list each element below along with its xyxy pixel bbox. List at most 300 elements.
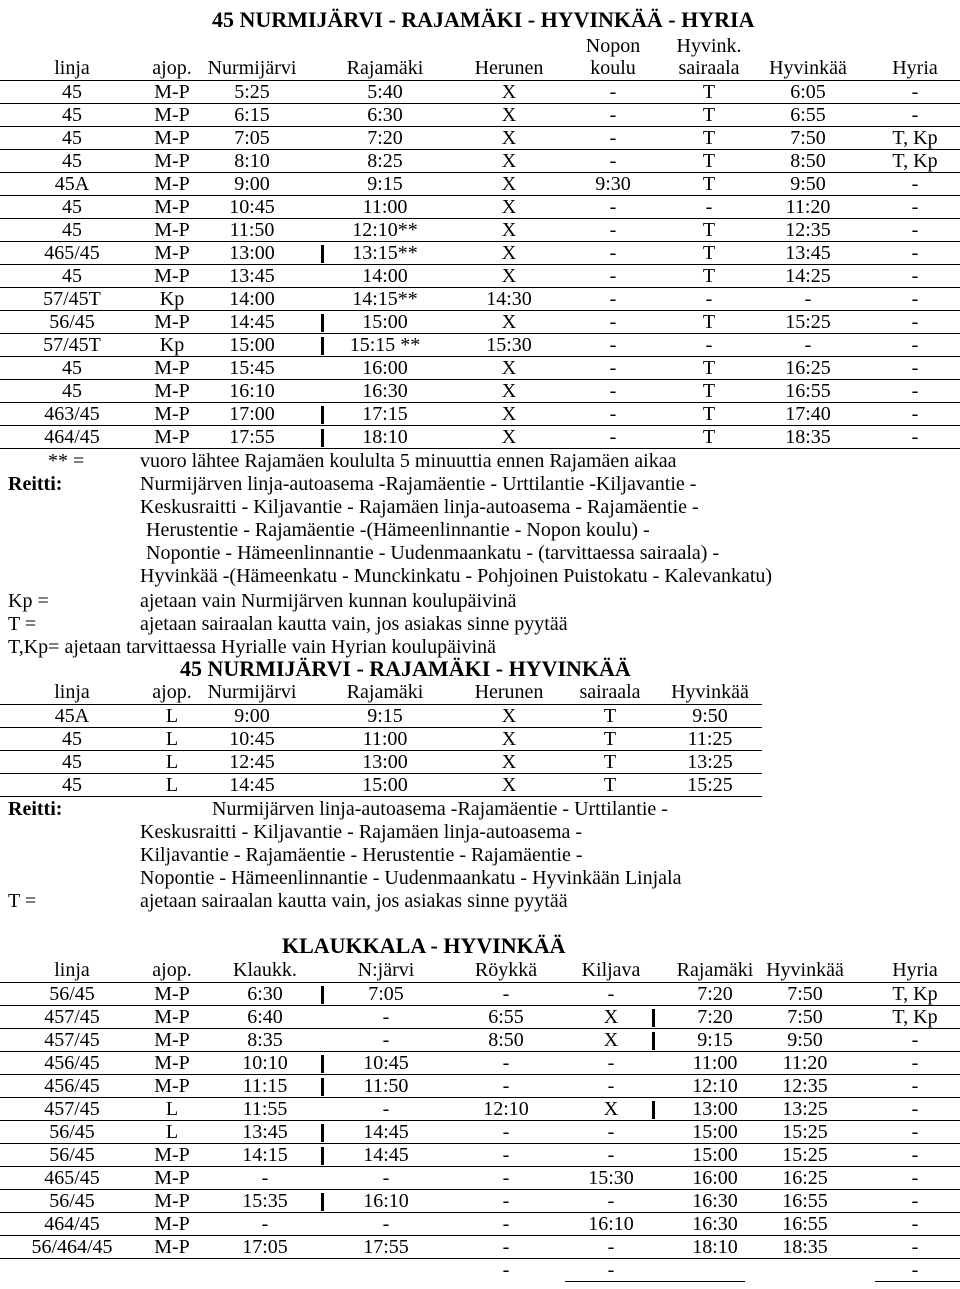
table-cell: X	[501, 173, 517, 195]
table-cell: -	[382, 1167, 390, 1189]
table-cell: 457/45	[44, 1098, 100, 1120]
table-cell: X	[501, 104, 517, 126]
table-cell: -	[609, 150, 617, 172]
table-cell: 9:15	[697, 1029, 733, 1051]
table-cell: -	[911, 1075, 919, 1097]
table-cell: X	[501, 242, 517, 264]
table-row	[0, 311, 960, 334]
table-cell: 45	[62, 380, 82, 402]
table-cell: 45	[62, 219, 82, 241]
table-cell: 14:15**	[352, 288, 418, 310]
table-cell: 12:10	[483, 1098, 529, 1120]
column-header: linja	[54, 681, 90, 703]
table-cell: T	[702, 242, 716, 264]
table-cell: T, Kp	[892, 983, 938, 1005]
table-cell: 11:00	[692, 1052, 738, 1074]
table-cell: T	[603, 774, 617, 796]
column-header: linja	[54, 57, 90, 79]
table-cell: L	[165, 1121, 179, 1143]
table-cell: L	[165, 774, 179, 796]
table-cell: 17:55	[363, 1236, 409, 1258]
table-cell: 9:50	[790, 173, 826, 195]
column-separator	[321, 986, 324, 1004]
column-header: Hyvinkää	[671, 681, 749, 703]
route-line: Keskusraitti - Kiljavantie - Rajamäen linja-autoasema -	[140, 821, 583, 843]
table-row	[0, 1167, 960, 1190]
table-cell: 465/45	[44, 1167, 100, 1189]
table-cell: 15:00	[692, 1121, 738, 1143]
table-cell: M-P	[154, 357, 190, 379]
table-cell: -	[607, 1052, 615, 1074]
table-cell: X	[501, 265, 517, 287]
table-cell: T	[603, 728, 617, 750]
stars-note-text: vuoro lähtee Rajamäen koululta 5 minuuttia ennen Rajamäen aikaa	[140, 450, 677, 472]
t-note-label: T =	[8, 890, 37, 912]
table-cell: T	[702, 127, 716, 149]
table-cell: 9:30	[595, 173, 631, 195]
table-cell: -	[911, 426, 919, 448]
table-cell: -	[705, 288, 713, 310]
table-cell: 16:30	[362, 380, 408, 402]
table-row	[0, 1075, 960, 1098]
column-header: Kiljava	[581, 959, 641, 981]
table-cell: 465/45	[44, 242, 100, 264]
table-cell: -	[609, 311, 617, 333]
table-cell: 456/45	[44, 1052, 100, 1074]
table-cell: 8:10	[234, 150, 270, 172]
table-row	[0, 1144, 960, 1167]
table-cell: 56/45	[49, 1121, 95, 1143]
table-cell: 16:00	[362, 357, 408, 379]
table-cell: 13:45	[229, 265, 275, 287]
table-cell: T	[702, 311, 716, 333]
table-cell: 16:55	[782, 1213, 828, 1235]
table-row	[0, 242, 960, 265]
table-cell: 18:35	[782, 1236, 828, 1258]
table-cell: 8:50	[488, 1029, 524, 1051]
table-cell: 11:15	[242, 1075, 288, 1097]
table-cell: X	[501, 380, 517, 402]
table-cell: X	[501, 127, 517, 149]
column-separator	[321, 1124, 324, 1142]
table-cell: X	[501, 705, 517, 727]
table-cell: M-P	[154, 150, 190, 172]
table-cell: -	[502, 1236, 510, 1258]
table-cell: T	[702, 104, 716, 126]
column-header: Rajamäki	[676, 959, 754, 981]
route-line: Kiljavantie - Rajamäentie - Herustentie - Rajamäentie -	[140, 844, 583, 866]
table-1-title: 45 NURMIJÄRVI - RAJAMÄKI - HYVINKÄÄ - HYRIA	[212, 7, 755, 32]
route-line: Herustentie - Rajamäentie -(Hämeenlinnantie - Nopon koulu) -	[146, 519, 650, 541]
table-cell: 17:00	[229, 403, 275, 425]
table-cell: 16:25	[785, 357, 831, 379]
table-cell: 7:20	[367, 127, 403, 149]
column-header: Nopon koulu	[585, 35, 641, 79]
table-cell: -	[804, 288, 812, 310]
table-cell: -	[502, 1121, 510, 1143]
table-cell: -	[502, 1190, 510, 1212]
column-header: linja	[54, 959, 90, 981]
table-cell: -	[607, 1144, 615, 1166]
table-cell: 56/45	[49, 1190, 95, 1212]
table-cell: X	[501, 219, 517, 241]
table-cell: X	[501, 728, 517, 750]
table-cell: -	[911, 265, 919, 287]
table-row	[0, 104, 960, 127]
table-cell: M-P	[154, 219, 190, 241]
table-cell: 7:20	[697, 1006, 733, 1028]
table-cell: 457/45	[44, 1029, 100, 1051]
table-cell: M-P	[154, 265, 190, 287]
column-header: Röykkä	[474, 959, 538, 981]
table-cell: 8:50	[790, 150, 826, 172]
table-cell: T	[702, 81, 716, 103]
table-cell: -	[502, 983, 510, 1005]
table-cell: 13:25	[687, 751, 733, 773]
table-row	[0, 983, 960, 1006]
table-cell: -	[609, 219, 617, 241]
table-cell: M-P	[154, 104, 190, 126]
table-cell: 56/45	[49, 311, 95, 333]
table-cell: -	[911, 1144, 919, 1166]
table-cell: 7:50	[787, 983, 823, 1005]
table-cell: 7:50	[787, 1006, 823, 1028]
table-cell: M-P	[154, 311, 190, 333]
column-header: Rajamäki	[346, 57, 424, 79]
table-cell: X	[501, 81, 517, 103]
table-cell: 12:45	[229, 751, 275, 773]
table-row	[0, 173, 960, 196]
table-cell: 18:10	[362, 426, 408, 448]
table-cell: M-P	[154, 1144, 190, 1166]
table-cell: 7:20	[697, 983, 733, 1005]
table-row	[0, 1121, 960, 1144]
table-cell: 15:00	[692, 1144, 738, 1166]
table-cell: 15:25	[782, 1144, 828, 1166]
table-cell: 11:20	[785, 196, 831, 218]
column-header: Nurmijärvi	[207, 57, 297, 79]
table-cell: 13:45	[242, 1121, 288, 1143]
column-header: Hyvink. sairaala	[676, 35, 742, 79]
table-cell: X	[603, 1006, 619, 1028]
route-line: Nurmijärven linja-autoasema -Rajamäentie - Urttilantie -	[212, 798, 668, 820]
table-cell: 6:30	[367, 104, 403, 126]
row-rule	[0, 448, 960, 449]
table-cell: M-P	[154, 1029, 190, 1051]
table-cell: 15:15 **	[349, 334, 421, 356]
table-cell: 11:50	[229, 219, 275, 241]
table-cell: 12:35	[785, 219, 831, 241]
column-header: ajop.	[152, 959, 192, 981]
table-cell: -	[609, 288, 617, 310]
table-cell: -	[609, 265, 617, 287]
table-row	[0, 1259, 960, 1282]
table-cell: 17:15	[362, 403, 408, 425]
table-cell: 12:10**	[352, 219, 418, 241]
table-cell: M-P	[154, 173, 190, 195]
table-cell: 15:00	[362, 311, 408, 333]
table-row	[0, 705, 960, 728]
table-cell: 45	[62, 104, 82, 126]
table-cell: M-P	[154, 1213, 190, 1235]
table-row	[0, 219, 960, 242]
column-header: Rajamäki	[346, 681, 424, 703]
tkp-note: T,Kp= ajetaan tarvittaessa Hyrialle vain Hyrian koulupäivinä	[8, 636, 496, 658]
table-cell: 5:40	[367, 81, 403, 103]
table-row	[0, 1236, 960, 1259]
table-cell: 11:25	[687, 728, 733, 750]
table-cell: -	[911, 1098, 919, 1120]
table-cell: -	[502, 1213, 510, 1235]
table-cell: 13:00	[229, 242, 275, 264]
table-cell: -	[911, 1121, 919, 1143]
table-cell: 16:55	[785, 380, 831, 402]
column-separator	[321, 314, 324, 332]
row-rule	[565, 1281, 745, 1282]
table-cell: T	[702, 219, 716, 241]
table-cell: -	[705, 334, 713, 356]
column-separator	[652, 1101, 655, 1119]
table-cell: -	[261, 1213, 269, 1235]
table-cell: -	[607, 1190, 615, 1212]
route-label: Reitti:	[8, 798, 63, 820]
table-cell: -	[607, 1259, 615, 1281]
table-cell: T	[603, 705, 617, 727]
table-cell: -	[911, 1213, 919, 1235]
column-header: ajop.	[152, 57, 192, 79]
table-cell: 8:35	[247, 1029, 283, 1051]
table-row	[0, 288, 960, 311]
table-row	[0, 150, 960, 173]
table-cell: M-P	[154, 127, 190, 149]
route-line: Nopontie - Hämeenlinnantie - Uudenmaankatu - Hyvinkään Linjala	[140, 867, 682, 889]
table-cell: 16:10	[363, 1190, 409, 1212]
table-cell: 12:35	[782, 1075, 828, 1097]
table-cell: M-P	[154, 403, 190, 425]
table-cell: X	[501, 774, 517, 796]
table-cell: -	[609, 242, 617, 264]
table-cell: L	[165, 1098, 179, 1120]
table-cell: 45	[62, 357, 82, 379]
table-cell: -	[911, 196, 919, 218]
table-cell: 14:45	[229, 774, 275, 796]
table-cell: 45	[62, 81, 82, 103]
table-cell: -	[609, 127, 617, 149]
table-cell: 11:20	[782, 1052, 828, 1074]
column-separator	[321, 406, 324, 424]
table-cell: 16:55	[782, 1190, 828, 1212]
column-separator	[652, 1032, 655, 1050]
column-header: Hyvinkää	[769, 57, 847, 79]
table-cell: 9:15	[367, 705, 403, 727]
table-cell: T	[702, 380, 716, 402]
table-cell: -	[502, 1075, 510, 1097]
table-cell: 9:50	[787, 1029, 823, 1051]
table-cell: 16:25	[782, 1167, 828, 1189]
table-cell: X	[501, 311, 517, 333]
table-cell: X	[603, 1029, 619, 1051]
table-cell: T	[702, 265, 716, 287]
kp-note-label: Kp =	[8, 590, 49, 612]
table-cell: 11:50	[363, 1075, 409, 1097]
column-separator	[321, 245, 324, 263]
table-cell: 57/45T	[43, 288, 101, 310]
table-cell: 15:25	[687, 774, 733, 796]
row-rule	[0, 796, 762, 797]
table-cell: 6:30	[247, 983, 283, 1005]
column-header: Klaukk.	[233, 959, 297, 981]
table-row	[0, 380, 960, 403]
table-cell: 10:10	[242, 1052, 288, 1074]
table-cell: X	[501, 150, 517, 172]
table-cell: -	[911, 288, 919, 310]
column-header: Hyvinkää	[766, 959, 844, 981]
table-cell: -	[911, 311, 919, 333]
table-cell: 9:00	[234, 705, 270, 727]
table-cell: 45	[62, 728, 82, 750]
table-cell: -	[609, 334, 617, 356]
table-cell: 6:55	[488, 1006, 524, 1028]
table-cell: -	[911, 403, 919, 425]
stars-note-label: ** =	[48, 450, 85, 472]
table-row	[0, 403, 960, 426]
table-row	[0, 1006, 960, 1029]
table-cell: 456/45	[44, 1075, 100, 1097]
table-row	[0, 357, 960, 380]
table-row	[0, 1213, 960, 1236]
column-separator	[321, 429, 324, 447]
table-row	[0, 426, 960, 449]
table-cell: 12:10	[692, 1075, 738, 1097]
column-separator	[321, 1147, 324, 1165]
table-cell: 8:25	[367, 150, 403, 172]
table-cell: -	[911, 1190, 919, 1212]
table-cell: 56/464/45	[31, 1236, 113, 1258]
table-cell: -	[911, 1236, 919, 1258]
column-header: sairaala	[579, 681, 641, 703]
table-cell: 15:45	[229, 357, 275, 379]
table-cell: 10:45	[363, 1052, 409, 1074]
table-cell: -	[911, 242, 919, 264]
table-cell: T, Kp	[892, 1006, 938, 1028]
column-header: Hyria	[892, 57, 938, 79]
table-row	[0, 751, 960, 774]
table-cell: T	[702, 426, 716, 448]
column-separator	[321, 1193, 324, 1211]
table-row	[0, 196, 960, 219]
table-cell: 56/45	[49, 983, 95, 1005]
table-cell: 14:00	[362, 265, 408, 287]
table-cell: -	[382, 1213, 390, 1235]
route-line: Keskusraitti - Kiljavantie - Rajamäen linja-autoasema - Rajamäentie -	[140, 496, 699, 518]
table-cell: 16:10	[229, 380, 275, 402]
table-cell: 6:05	[790, 81, 826, 103]
table-cell: M-P	[154, 196, 190, 218]
table-cell: X	[501, 426, 517, 448]
table-cell: T	[702, 357, 716, 379]
table-cell: 9:15	[367, 173, 403, 195]
table-cell: -	[502, 1144, 510, 1166]
table-cell: 7:05	[234, 127, 270, 149]
table-cell: -	[911, 104, 919, 126]
table-cell: Kp	[159, 288, 185, 310]
table-cell: 14:15	[242, 1144, 288, 1166]
table-3-title: KLAUKKALA - HYVINKÄÄ	[282, 933, 566, 958]
table-cell: 45	[62, 150, 82, 172]
table-cell: L	[165, 751, 179, 773]
table-cell: 17:05	[242, 1236, 288, 1258]
table-cell: 6:15	[234, 104, 270, 126]
table-cell: -	[911, 173, 919, 195]
table-cell: T, Kp	[892, 150, 938, 172]
table-cell: -	[261, 1167, 269, 1189]
table-cell: 14:00	[229, 288, 275, 310]
table-cell: -	[609, 81, 617, 103]
table-cell: 13:00	[692, 1098, 738, 1120]
table-cell: 14:25	[785, 265, 831, 287]
table-cell: 13:00	[362, 751, 408, 773]
table-cell: T	[702, 403, 716, 425]
table-cell: 45	[62, 127, 82, 149]
table-cell: 10:45	[229, 728, 275, 750]
table-cell: 15:30	[588, 1167, 634, 1189]
table-row	[0, 334, 960, 357]
table-cell: M-P	[154, 1052, 190, 1074]
column-separator	[321, 337, 324, 355]
table-cell: 14:45	[363, 1121, 409, 1143]
table-cell: M-P	[154, 242, 190, 264]
table-cell: 15:35	[242, 1190, 288, 1212]
kp-note-text: ajetaan vain Nurmijärven kunnan koulupäivinä	[140, 590, 517, 612]
table-cell: M-P	[154, 1167, 190, 1189]
table-cell: -	[502, 1052, 510, 1074]
table-cell: -	[609, 380, 617, 402]
table-cell: -	[609, 357, 617, 379]
table-cell: 13:45	[785, 242, 831, 264]
route-line: Nurmijärven linja-autoasema -Rajamäentie - Urttilantie -Kiljavantie -	[140, 473, 697, 495]
t-note-text: ajetaan sairaalan kautta vain, jos asiakas sinne pyytää	[140, 613, 568, 635]
table-cell: 6:40	[247, 1006, 283, 1028]
table-row	[0, 265, 960, 288]
table-cell: 5:25	[234, 81, 270, 103]
table-cell: 45	[62, 751, 82, 773]
table-cell: -	[382, 1098, 390, 1120]
route-line: Nopontie - Hämeenlinnantie - Uudenmaankatu - (tarvittaessa sairaala) -	[146, 542, 720, 564]
table-cell: T	[702, 150, 716, 172]
table-cell: L	[165, 705, 179, 727]
table-cell: X	[501, 751, 517, 773]
table-cell: -	[911, 1259, 919, 1281]
table-cell: 6:55	[790, 104, 826, 126]
table-cell: M-P	[154, 1190, 190, 1212]
column-separator	[321, 1055, 324, 1073]
table-cell: X	[501, 196, 517, 218]
table-cell: X	[603, 1098, 619, 1120]
table-cell: 56/45	[49, 1144, 95, 1166]
table-cell: M-P	[154, 426, 190, 448]
table-cell: 14:45	[229, 311, 275, 333]
table-cell: -	[911, 1052, 919, 1074]
table-cell: 16:10	[588, 1213, 634, 1235]
table-cell: -	[607, 1236, 615, 1258]
table-cell: -	[911, 1029, 919, 1051]
table-cell: 457/45	[44, 1006, 100, 1028]
table-cell: 11:00	[362, 728, 408, 750]
table-cell: T, Kp	[892, 127, 938, 149]
table-cell: -	[804, 334, 812, 356]
table-cell: 13:15**	[352, 242, 418, 264]
table-row	[0, 127, 960, 150]
